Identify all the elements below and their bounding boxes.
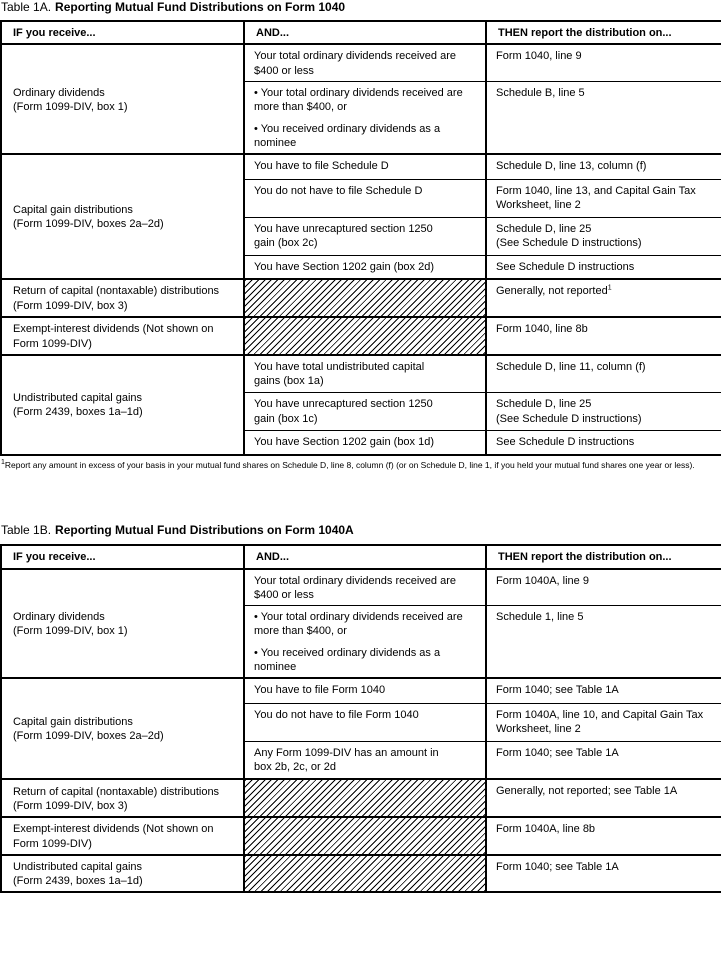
cell-text-line: (Form 1099-DIV, box 3) (13, 799, 128, 812)
receive-cell (1, 355, 244, 455)
cell-text-line: Exempt-interest dividends (Not shown on (13, 323, 214, 336)
cell-text: Schedule 1, line 5 (496, 611, 584, 624)
cell-text: Schedule D, line 13, column (f) (496, 160, 647, 173)
receive-cell (1, 279, 244, 317)
then-cell (486, 393, 721, 431)
table-1b-title-prefix: Table 1B. (1, 523, 52, 538)
col-header-and: AND... (244, 545, 486, 569)
cell-text-line: Schedule D, line 25 (496, 222, 592, 235)
then-cell (486, 779, 721, 817)
table-1a-title (0, 0, 721, 20)
receive-cell (1, 855, 244, 893)
receive-cell (1, 569, 244, 679)
cell-text-line: Undistributed capital gains (13, 860, 143, 873)
cell-text-line: (See Schedule D instructions) (496, 412, 642, 425)
and-cell (244, 82, 486, 155)
cell-text-line: Form 1099-DIV) (13, 337, 92, 350)
table-row (1, 317, 721, 355)
then-cell (486, 179, 721, 217)
mutual-fund-distributions-table-1040a (0, 544, 721, 894)
then-cell (486, 569, 721, 606)
cell-text: Form 1040, line 9 (496, 50, 582, 63)
cell-text: Form 1040A, line 8b (496, 823, 596, 836)
table-row (1, 817, 721, 855)
cell-text-line: You have unrecaptured section 1250 (254, 398, 433, 411)
cell-text-line: Ordinary dividends (13, 86, 105, 99)
and-cell (244, 606, 486, 679)
cell-text-line: (Form 1099-DIV, box 3) (13, 299, 128, 312)
cell-text: See Schedule D instructions (496, 260, 635, 273)
cell-text-line: Any Form 1099-DIV has an amount in (254, 746, 439, 759)
cell-text: Form 1040; see Table 1A (496, 684, 619, 697)
table-1a-title-text: Reporting Mutual Fund Distributions on Form 1040 (55, 0, 346, 14)
then-cell (486, 855, 721, 893)
and-cell (244, 355, 486, 393)
cell-text: You have to file Schedule D (254, 160, 389, 173)
cell-text-line: Capital gain distributions (13, 203, 133, 216)
table-1b-section (0, 523, 721, 893)
table-1b-title-text: Reporting Mutual Fund Distributions on Form 1040A (55, 523, 354, 538)
cell-text: You have Section 1202 gain (box 1d) (254, 436, 435, 449)
then-cell (486, 817, 721, 855)
receive-cell (1, 779, 244, 817)
cell-text: You have Section 1202 gain (box 2d) (254, 260, 435, 273)
cell-text-line: gains (box 1a) (254, 375, 324, 388)
footnote-marker: 1 (1, 459, 5, 467)
bullet-item: • Your total ordinary dividends received are more than $400, or (254, 86, 477, 115)
then-cell (486, 279, 721, 317)
mutual-fund-distributions-table-1040 (0, 20, 721, 456)
then-cell (486, 741, 721, 779)
then-cell (486, 82, 721, 155)
cell-text: Generally, not reported; see Table 1A (496, 785, 678, 798)
cell-text: Form 1040A, line 9 (496, 574, 589, 587)
cell-text-line: gain (box 2c) (254, 237, 318, 250)
table-row (1, 678, 721, 703)
then-cell (486, 154, 721, 179)
cell-text-line: You have total undistributed capital (254, 360, 425, 373)
table-row (1, 44, 721, 81)
cell-text-line: Form 1099-DIV) (13, 837, 92, 850)
cell-text-line: Return of capital (nontaxable) distributions (13, 285, 220, 298)
bullet-item: • Your total ordinary dividends received are more than $400, or (254, 610, 477, 639)
and-cell-hatched (244, 817, 486, 855)
cell-text-line: box 2b, 2c, or 2d (254, 761, 336, 774)
table-row (1, 154, 721, 179)
cell-text: Generally, not reported (496, 285, 608, 298)
cell-text-line: Return of capital (nontaxable) distributions (13, 785, 220, 798)
bullet-item: • You received ordinary dividends as a nominee (254, 122, 477, 151)
receive-cell (1, 317, 244, 355)
table-row (1, 779, 721, 817)
table-1a-section (0, 0, 721, 471)
and-cell-hatched (244, 317, 486, 355)
receive-cell (1, 817, 244, 855)
cell-text-line: You have unrecaptured section 1250 (254, 222, 433, 235)
cell-text-line: (Form 1099-DIV, boxes 2a–2d) (13, 218, 164, 231)
header-row (1, 21, 721, 44)
and-cell (244, 678, 486, 703)
then-cell (486, 317, 721, 355)
then-cell (486, 678, 721, 703)
table-1b-title (0, 523, 721, 543)
cell-text-line: (Form 1099-DIV, box 1) (13, 100, 128, 113)
and-cell-hatched (244, 279, 486, 317)
header-row (1, 545, 721, 569)
and-cell-hatched (244, 855, 486, 893)
bullet-item: • You received ordinary dividends as a nominee (254, 646, 477, 675)
and-cell (244, 741, 486, 779)
then-cell (486, 703, 721, 741)
cell-text-line: Ordinary dividends (13, 610, 105, 623)
cell-text: Form 1040A, line 10, and Capital Gain Tax Worksheet, line 2 (496, 708, 704, 736)
and-cell (244, 393, 486, 431)
and-cell (244, 179, 486, 217)
table-row (1, 279, 721, 317)
cell-text: Your total ordinary dividends received are $400 or less (254, 50, 456, 77)
table-row (1, 355, 721, 393)
table-1a-title-prefix: Table 1A. (1, 0, 52, 14)
cell-text-line: (Form 1099-DIV, boxes 2a–2d) (13, 730, 164, 743)
and-cell (244, 44, 486, 81)
col-header-if: IF you receive... (1, 21, 244, 44)
then-cell (486, 44, 721, 81)
and-cell (244, 431, 486, 455)
cell-text-line: (Form 2439, boxes 1a–1d) (13, 406, 143, 419)
then-cell (486, 606, 721, 679)
and-cell (244, 703, 486, 741)
table-row (1, 569, 721, 606)
then-cell (486, 255, 721, 279)
cell-text: Form 1040, line 8b (496, 323, 588, 336)
col-header-if: IF you receive... (1, 545, 244, 569)
cell-text: You have to file Form 1040 (254, 684, 386, 697)
and-cell (244, 154, 486, 179)
cell-text-line: (Form 2439, boxes 1a–1d) (13, 875, 143, 888)
cell-text-line: gain (box 1c) (254, 412, 318, 425)
table-1a-footnote (0, 460, 721, 471)
then-cell (486, 431, 721, 455)
and-cell (244, 217, 486, 255)
cell-text-line: Capital gain distributions (13, 716, 133, 728)
receive-cell (1, 44, 244, 154)
receive-cell (1, 678, 244, 779)
and-cell (244, 255, 486, 279)
receive-cell (1, 154, 244, 279)
cell-text-line: Undistributed capital gains (13, 392, 143, 405)
cell-text: See Schedule D instructions (496, 436, 635, 449)
cell-text: You do not have to file Form 1040 (254, 708, 419, 721)
cell-text: Schedule B, line 5 (496, 87, 585, 100)
cell-text-line: Schedule D, line 25 (496, 398, 592, 411)
and-cell-hatched (244, 779, 486, 817)
col-header-then: THEN report the distribution on... (486, 21, 721, 44)
cell-text-line: (See Schedule D instructions) (496, 237, 642, 250)
table-row (1, 855, 721, 893)
cell-text: Schedule D, line 11, column (f) (496, 360, 646, 373)
then-cell (486, 355, 721, 393)
cell-text: Form 1040; see Table 1A (496, 746, 619, 759)
footnote-text: Report any amount in excess of your basis in your mutual fund shares on Schedule D, line 8, column (f) (or on Schedule D, line 1, if you held your mutual fund shares one year or less). (4, 459, 695, 470)
and-cell (244, 569, 486, 606)
footnote-reference: 1 (607, 284, 612, 292)
col-header-and: AND... (244, 21, 486, 44)
cell-text: You do not have to file Schedule D (254, 184, 423, 197)
cell-text-line: Exempt-interest dividends (Not shown on (13, 823, 214, 836)
cell-text: Form 1040, line 13, and Capital Gain Tax Worksheet, line 2 (496, 184, 696, 212)
cell-text: Your total ordinary dividends received are $400 or less (254, 574, 456, 601)
cell-text: Form 1040; see Table 1A (496, 860, 619, 873)
cell-text-line: (Form 1099-DIV, box 1) (13, 624, 128, 637)
then-cell (486, 217, 721, 255)
col-header-then: THEN report the distribution on... (486, 545, 721, 569)
